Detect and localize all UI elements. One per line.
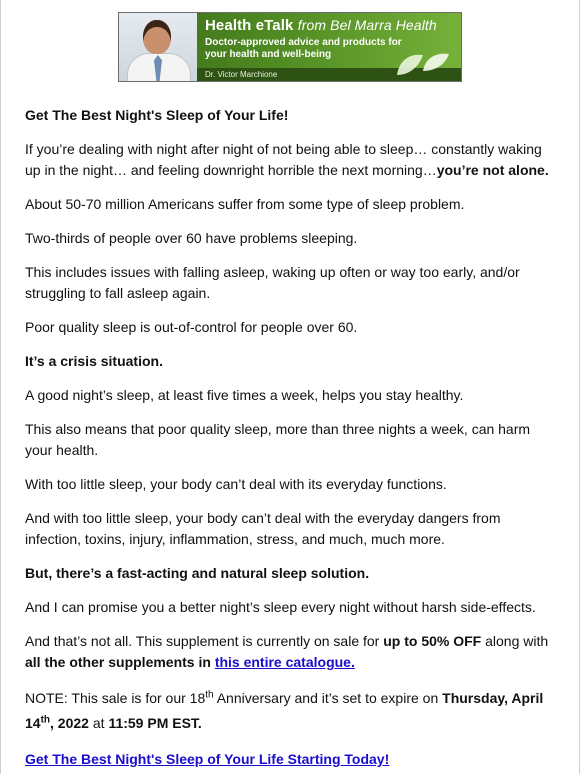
p13-bold-d: all the other supplements in	[25, 654, 215, 670]
note-date: Thursday, April 14	[25, 690, 544, 731]
paragraph-13	[25, 631, 556, 673]
note-sup-2: th	[40, 714, 51, 726]
brand-name: Health eTalk	[205, 17, 294, 34]
paragraph-5: Poor quality sleep is out-of-control for people over 60.	[25, 319, 358, 335]
paragraph-8: This also means that poor quality sleep, more than three nights a week, can harm your health.	[25, 421, 531, 458]
doctor-portrait	[119, 13, 197, 81]
portrait-head	[143, 20, 171, 54]
catalogue-link[interactable]: this entire catalogue.	[214, 654, 355, 670]
paragraph-4: This includes issues with falling asleep, waking up often or way too early, and/or struggling to fall asleep again.	[25, 264, 520, 301]
doctor-name: Dr. Victor Marchione	[197, 68, 461, 81]
brand-sub: from Bel Marra Health	[297, 17, 437, 33]
paragraph-3: Two-thirds of people over 60 have problems sleeping.	[25, 230, 358, 246]
p1-bold: you’re not alone.	[436, 162, 549, 178]
note-text-e: at	[88, 715, 109, 731]
p13-text-c: along with	[481, 633, 549, 649]
paragraph-10: And with too little sleep, your body can’t deal with the everyday dangers from infection, toxins, injury, inflammation, stress, and much, much more.	[25, 510, 501, 547]
note-text-b: Anniversary and it’s set to expire on	[213, 690, 443, 706]
banner-container	[1, 0, 579, 82]
paragraph-2: About 50-70 million Americans suffer from some type of sleep problem.	[25, 196, 465, 212]
note-text-a: NOTE: This sale is for our 18	[25, 690, 206, 706]
banner-text	[197, 13, 461, 81]
note-time: 11:59 PM EST.	[108, 715, 202, 731]
paragraph-1	[25, 139, 556, 181]
cta-paragraph	[25, 749, 556, 770]
paragraph-12: And I can promise you a better night’s sleep every night without harsh side-effects.	[25, 599, 536, 615]
email-headline: Get The Best Night's Sleep of Your Life!	[25, 107, 289, 123]
paragraph-7: A good night’s sleep, at least five times a week, helps you stay healthy.	[25, 387, 464, 403]
sale-note	[25, 686, 556, 736]
note-year: , 2022	[50, 715, 89, 731]
banner-tagline: Doctor-approved advice and products for your health and well-being	[205, 37, 402, 60]
p1-text: If you’re dealing with night after night of not being able to sleep… constantly waking up in the night… and feeling downright horrible the next morning…	[25, 141, 542, 178]
cta-link[interactable]: Get The Best Night's Sleep of Your Life Starting Today!	[25, 751, 390, 767]
email-body	[1, 82, 579, 770]
header-banner[interactable]	[118, 12, 462, 82]
paragraph-9: With too little sleep, your body can’t deal with its everyday functions.	[25, 476, 447, 492]
p13-discount: up to 50% OFF	[383, 633, 482, 649]
banner-title	[205, 17, 453, 34]
paragraph-11: But, there’s a fast-acting and natural sleep solution.	[25, 565, 370, 581]
note-sup-1: th	[205, 689, 214, 701]
leaf-icon	[393, 49, 451, 77]
p13-text-a: And that’s not all. This supplement is currently on sale for	[25, 633, 384, 649]
paragraph-6: It’s a crisis situation.	[25, 353, 163, 369]
